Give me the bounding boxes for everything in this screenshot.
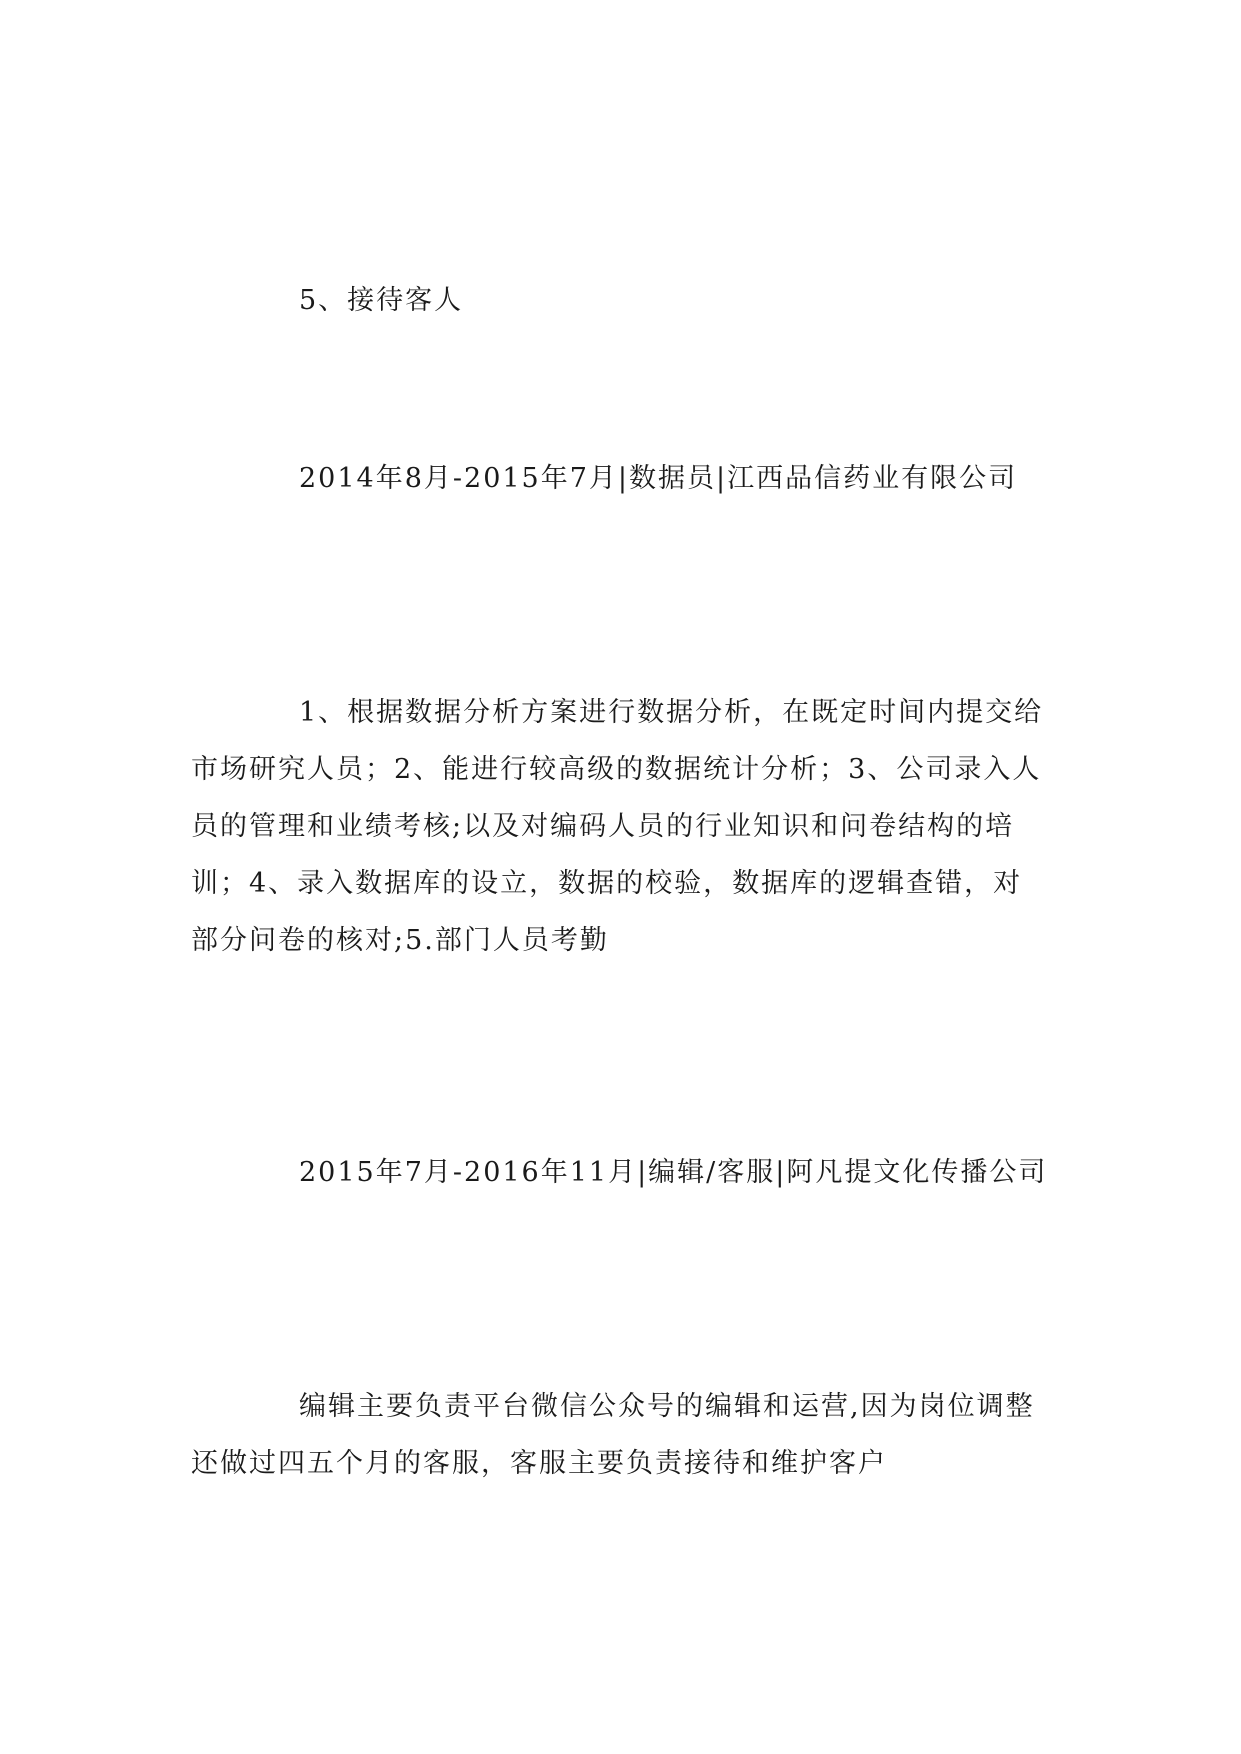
job-description-data-clerk: 1、根据数据分析方案进行数据分析，在既定时间内提交给市场研究人员；2、能进行较高级的数据统计分析；3、公司录入人员的管理和业绩考核;以及对编码人员的行业知识和问卷结构的培训；4、录入数据库的设立，数据的校验，数据库的逻辑查错，对部分问卷的核对;5.部门人员考勤	[191, 697, 1044, 956]
job-heading-editor-support: 2015年7月-2016年11月|编辑/客服|阿凡提文化传播公司	[299, 1157, 1048, 1188]
job-description-editor-support: 编辑主要负责平台微信公众号的编辑和运营,因为岗位调整还做过四五个月的客服，客服主要负责接待和维护客户	[191, 1391, 1035, 1479]
job-heading-data-clerk: 2014年8月-2015年7月|数据员|江西品信药业有限公司	[299, 463, 1018, 494]
duty-item-receive-guests: 5、接待客人	[299, 285, 464, 316]
